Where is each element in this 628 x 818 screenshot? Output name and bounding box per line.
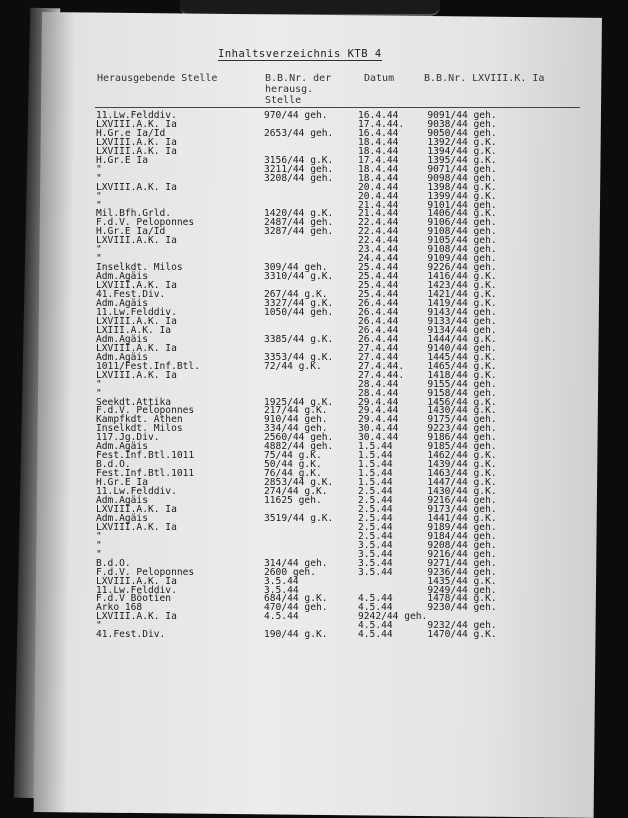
entry-bbnr-own: 9186/44 geh. <box>427 432 497 444</box>
entry-bbnr: 2560/44 geh. <box>264 432 334 444</box>
entry-datum: 9242/44 geh. <box>358 611 428 623</box>
col-header-datum: Datum <box>364 73 395 84</box>
entry-datum: 29.4.44 <box>358 414 399 426</box>
entry-stelle: H.Gr.e Ia/Id <box>96 127 166 139</box>
entry-bbnr: 3287/44 geh. <box>264 226 334 238</box>
entry-bbnr: 2487/44 geh. <box>264 217 334 229</box>
entry-bbnr <box>264 318 358 327</box>
entry-datum: 4.5.44 <box>358 629 393 641</box>
entry-bbnr-own: 9216/44 geh. <box>427 548 497 560</box>
entry-stelle: 41.Fest.Div. <box>96 629 166 641</box>
entry-datum: 16.4.44 <box>358 110 399 121</box>
entry-datum: 4.5.44 <box>358 602 393 614</box>
entry-datum: 22.4.44 <box>358 226 399 238</box>
entry-bbnr-own: 9098/44 geh. <box>427 172 497 184</box>
entry-bbnr-own: 1439/44 g.K. <box>427 459 497 471</box>
entry-datum: 3.5.44 <box>358 539 393 551</box>
entry-datum: 16.4.44 <box>358 127 399 139</box>
entry-datum: 2.5.44 <box>358 503 393 515</box>
entry-bbnr-own: 9105/44 geh. <box>427 235 497 247</box>
entry-bbnr: 4882/44 geh. <box>264 441 334 453</box>
entry-stelle: F.d.V. Peloponnes <box>96 405 195 417</box>
entry-bbnr-own: 1394/44 g.K. <box>427 145 497 157</box>
entry-stelle: H.Gr.E Ia <box>96 154 148 166</box>
entry-bbnr <box>264 381 358 390</box>
entry-datum: 25.4.44 <box>358 262 399 274</box>
entry-bbnr: 11625 geh. <box>264 494 322 506</box>
entry-bbnr: 684/44 g.K. <box>264 593 328 605</box>
entry-bbnr: 75/44 g.K. <box>264 450 322 462</box>
entry-datum: 20.4.44 <box>358 181 399 193</box>
entry-bbnr-own: 9189/44 geh. <box>427 521 497 533</box>
entry-bbnr: 267/44 g.K. <box>264 289 328 301</box>
entry-bbnr-own: 9249/44 geh. <box>427 584 497 596</box>
entry-bbnr-own: 1421/44 g.K. <box>427 289 497 301</box>
entry-bbnr-own: 1456/44 g.K. <box>427 396 497 408</box>
entry-datum: 21.4.44 <box>358 208 399 220</box>
entry-bbnr-own: 1478/44 g.K. <box>427 593 497 605</box>
entry-bbnr-own: 9158/44 geh. <box>427 387 497 399</box>
entry-stelle: LXVIII.A.K. Ia <box>96 521 177 533</box>
entry-bbnr: 910/44 geh. <box>264 414 328 426</box>
entry-stelle: Mil.Bfh.Grld. <box>96 208 172 220</box>
entry-bbnr-own: 9271/44 geh. <box>427 557 497 569</box>
entry-stelle: F.d.V. Peloponnes <box>96 217 195 229</box>
entry-bbnr-own: 1430/44 g.K. <box>427 405 497 417</box>
entry-bbnr-own: 9134/44 geh. <box>427 324 497 336</box>
entry-stelle: F.d.V Böotien <box>96 593 172 605</box>
entry-datum: 26.4.44 <box>358 298 399 310</box>
entry-datum: 3.5.44 <box>358 557 393 569</box>
entry-bbnr-own: 1470/44 g.K. <box>427 629 497 641</box>
entry-bbnr-own: 1399/44 g.K. <box>427 190 497 202</box>
entry-stelle: " <box>96 530 102 542</box>
entry-bbnr-own: 9185/44 geh. <box>427 441 497 453</box>
entry-bbnr: 2600 geh. <box>264 566 316 578</box>
entry-bbnr-own: 9106/44 geh. <box>427 217 497 229</box>
entry-bbnr-own: 1423/44 g.K. <box>427 280 497 292</box>
entry-bbnr: 3519/44 g.K. <box>264 512 334 524</box>
entry-bbnr <box>264 184 358 193</box>
entry-bbnr: 4.5.44 <box>264 611 299 623</box>
entry-bbnr <box>264 542 358 551</box>
entry-bbnr-own: 9108/44 geh. <box>427 244 497 256</box>
entry-stelle: 11.Lw.Felddiv. <box>96 110 177 121</box>
entry-bbnr-own: 1395/44 g.K. <box>427 154 497 166</box>
entry-stelle: Seekdt.Attika <box>96 396 172 408</box>
entry-stelle: LXVIII.A.K. Ia <box>96 342 177 354</box>
entry-bbnr: 314/44 geh. <box>264 557 328 569</box>
entry-datum: 30.4.44 <box>358 423 399 435</box>
header-rule <box>95 107 580 108</box>
entry-stelle: " <box>96 190 102 202</box>
entry-datum <box>358 578 427 587</box>
entry-datum: 26.4.44 <box>358 324 399 336</box>
entry-stelle: LXVIII.A.K. Ia <box>96 181 177 193</box>
entry-stelle: 11.Lw.Felddiv. <box>96 486 177 498</box>
entry-bbnr-own: 1392/44 g.K. <box>427 136 497 148</box>
entry-stelle: 117.Jg.Div. <box>96 432 160 444</box>
entry-datum: 26.4.44 <box>358 306 399 318</box>
entry-bbnr <box>264 533 358 542</box>
entry-stelle: Adm.Agäis <box>96 333 148 345</box>
entry-datum: 21.4.44 <box>358 199 399 211</box>
entry-stelle: Inselkdt. Milos <box>96 423 183 435</box>
entry-bbnr: 190/44 g.K. <box>264 629 328 641</box>
entry-datum: 2.5.44 <box>358 512 393 524</box>
entry-datum: 20.4.44 <box>358 190 399 202</box>
entry-stelle: F.d.V. Peloponnes <box>96 566 195 578</box>
entry-datum: 18.4.44 <box>358 136 399 148</box>
page-title: Inhaltsverzeichnis KTB 4 <box>218 48 382 60</box>
entry-bbnr-own: 1462/44 g.K. <box>427 450 497 462</box>
entry-bbnr-own: 9109/44 geh. <box>427 253 497 265</box>
entry-bbnr-own: 9216/44 geh. <box>427 494 497 506</box>
entry-bbnr-own: 9038/44 geh. <box>427 118 497 130</box>
entry-datum: 22.4.44 <box>358 235 399 247</box>
entry-datum: 26.4.44 <box>358 315 399 327</box>
entry-datum: 2.5.44 <box>358 521 393 533</box>
entry-datum: 18.4.44 <box>358 172 399 184</box>
entry-datum: 30.4.44 <box>358 432 399 444</box>
entry-bbnr-own: 9050/44 geh. <box>427 127 497 139</box>
entry-stelle: " <box>96 172 102 184</box>
entry-bbnr-own: 9133/44 geh. <box>427 315 497 327</box>
entry-stelle: Adm.Agäis <box>96 271 148 283</box>
entry-datum: 18.4.44 <box>358 145 399 157</box>
entry-stelle: Adm.Agäis <box>96 351 148 363</box>
entry-bbnr-own: 1447/44 g.K. <box>427 477 497 489</box>
entry-bbnr <box>264 139 358 148</box>
entry-bbnr: 3208/44 geh. <box>264 172 334 184</box>
entry-bbnr <box>264 372 358 381</box>
entry-stelle: " <box>96 163 102 175</box>
entry-bbnr: 309/44 geh. <box>264 262 328 274</box>
entry-datum: 25.4.44 <box>358 280 399 292</box>
entry-bbnr-own: 9173/44 geh. <box>427 503 497 515</box>
entry-stelle: " <box>96 539 102 551</box>
entry-bbnr-own: 1430/44 g.K. <box>427 486 497 498</box>
entry-bbnr: 274/44 g.K. <box>264 486 328 498</box>
entry-datum: 3.5.44 <box>358 548 393 560</box>
entry-stelle: LXVIII.A.K. Ia <box>96 280 177 292</box>
entry-bbnr: 3211/44 geh. <box>264 163 334 175</box>
entry-datum: 25.4.44 <box>358 289 399 301</box>
entry-stelle: LXVIII.A.K. Ia <box>96 575 177 587</box>
entry-bbnr-own: 9108/44 geh. <box>427 226 497 238</box>
entry-datum: 2.5.44 <box>358 486 393 498</box>
entry-bbnr: 334/44 geh. <box>264 423 328 435</box>
entry-bbnr-own: 9226/44 geh. <box>427 262 497 274</box>
entry-bbnr: 470/44 geh. <box>264 602 328 614</box>
entries-table <box>96 112 557 640</box>
entry-stelle: Adm.Agäis <box>96 441 148 453</box>
entry-stelle: " <box>96 620 102 632</box>
entry-stelle: H.Gr.E Ia/Id <box>96 226 166 238</box>
entry-stelle: LXVIII.A.K. Ia <box>96 611 177 623</box>
entry-bbnr: 3385/44 g.K. <box>264 333 334 345</box>
entry-datum: 27.4.44. <box>358 360 405 372</box>
entry-bbnr-own: 9175/44 geh. <box>427 414 497 426</box>
entry-datum: 28.4.44 <box>358 387 399 399</box>
entry-bbnr-own: 1416/44 g.K. <box>427 271 497 283</box>
entry-datum: 27.4.44. <box>358 369 405 381</box>
entry-bbnr <box>264 193 358 202</box>
entry-stelle: " <box>96 199 102 211</box>
entry-bbnr: 3353/44 g.K. <box>264 351 334 363</box>
entry-stelle: Inselkdt. Milos <box>96 262 183 274</box>
entry-bbnr: 72/44 g.K. <box>264 360 322 372</box>
entry-bbnr-own: 1406/44 g.K. <box>427 208 497 220</box>
entry-bbnr-own: 1441/44 g.K. <box>427 512 497 524</box>
entry-stelle: " <box>96 387 102 399</box>
entry-bbnr <box>264 524 358 533</box>
entry-stelle: LXVIII.A.K. Ia <box>96 136 177 148</box>
entry-bbnr: 3310/44 g.K. <box>264 271 334 283</box>
entry-bbnr: 1050/44 geh. <box>264 306 334 318</box>
entry-bbnr: 3327/44 g.K. <box>264 298 334 310</box>
entry-stelle: Arko 168 <box>96 602 143 614</box>
entry-datum: 17.4.44 <box>358 154 399 166</box>
entry-datum: 29.4.44 <box>358 405 399 417</box>
entry-stelle: 11.Lw.Felddiv. <box>96 306 177 318</box>
entry-bbnr-own: 9184/44 geh. <box>427 530 497 542</box>
entry-stelle: B.d.O. <box>96 459 131 471</box>
entry-bbnr-own: 9091/44 geh. <box>427 110 497 121</box>
entry-stelle: " <box>96 253 102 265</box>
entry-stelle: Adm.Agäis <box>96 298 148 310</box>
entry-stelle: Kampfkdt. Athen <box>96 414 183 426</box>
entry-bbnr-own: 9071/44 geh. <box>427 163 497 175</box>
entry-stelle: H.Gr.E Ia <box>96 477 148 489</box>
entry-bbnr: 1925/44 g.K. <box>264 396 334 408</box>
entry-datum: 2.5.44 <box>358 530 393 542</box>
entry-bbnr: 3.5.44 <box>264 575 299 587</box>
col-header-stelle: Herausgebende Stelle <box>97 73 218 84</box>
entry-bbnr-own: 1463/44 g.K. <box>427 468 497 480</box>
entry-bbnr-own: 9155/44 geh. <box>427 378 497 390</box>
entry-datum: 26.4.44 <box>358 333 399 345</box>
entry-stelle: LXVIII.A.K. Ia <box>96 315 177 327</box>
entry-datum: 18.4.44 <box>358 163 399 175</box>
entry-bbnr-own: 9236/44 geh. <box>427 566 497 578</box>
entry-stelle: Adm.Agäis <box>96 512 148 524</box>
entry-bbnr-own: 1465/44 g.K. <box>427 360 497 372</box>
entry-stelle: Fest.Inf.Btl.1011 <box>96 468 195 480</box>
col-header-bbnr-own: B.B.Nr. LXVIII.K. Ia <box>424 73 545 84</box>
entry-stelle: LXIII.A.K. Ia <box>96 324 172 336</box>
entry-bbnr: 970/44 geh. <box>264 110 328 121</box>
col-header-bbnr: B.B.Nr. der herausg. Stelle <box>265 73 332 106</box>
entry-bbnr: 1420/44 g.K. <box>264 208 334 220</box>
entry-bbnr-own: 9223/44 geh. <box>427 423 497 435</box>
entry-datum: 4.5.44 <box>358 593 393 605</box>
entry-stelle: " <box>96 548 102 560</box>
entry-stelle: LXVIII.A.K. Ia <box>96 118 177 130</box>
entry-bbnr-own: 1435/44 g.K. <box>427 575 497 587</box>
entry-datum: 1.5.44 <box>358 468 393 480</box>
entry-stelle: B.d.O. <box>96 557 131 569</box>
entry-datum: 27.4.44 <box>358 342 399 354</box>
entry-datum: 27.4.44 <box>358 351 399 363</box>
entry-stelle: Adm.Agäis <box>96 494 148 506</box>
entry-stelle: LXVIII.A.K. Ia <box>96 145 177 157</box>
entry-stelle: " <box>96 378 102 390</box>
entry-datum: 28.4.44 <box>358 378 399 390</box>
entry-stelle: LXVIII.A.K. Ia <box>96 369 177 381</box>
entry-bbnr: 3156/44 g.K. <box>264 154 334 166</box>
entry-bbnr: 2653/44 geh. <box>264 127 334 139</box>
entry-stelle: LXVIII.A.K. Ia <box>96 503 177 515</box>
entry-stelle: " <box>96 244 102 256</box>
entry-datum: 29.4.44 <box>358 396 399 408</box>
entry-bbnr-own: 9101/44 geh. <box>427 199 497 211</box>
entry-datum: 3.5.44 <box>358 566 393 578</box>
entry-datum: 1.5.44 <box>358 450 393 462</box>
entry-datum: 25.4.44 <box>358 271 399 283</box>
entry-bbnr-own: 9143/44 geh. <box>427 306 497 318</box>
entry-bbnr-own: 9140/44 geh. <box>427 342 497 354</box>
entry-bbnr: 76/44 g.K. <box>264 468 322 480</box>
entry-bbnr-own: 1445/44 g.K. <box>427 351 497 363</box>
entry-stelle: LXVIII.A.K. Ia <box>96 235 177 247</box>
table-row <box>96 631 557 640</box>
entry-bbnr <box>264 237 358 246</box>
entry-bbnr-own: 1398/44 g.K. <box>427 181 497 193</box>
entry-datum: 22.4.44 <box>358 217 399 229</box>
entry-bbnr-own: 9208/44 geh. <box>427 539 497 551</box>
entry-stelle: 41.Fest.Div. <box>96 289 166 301</box>
entry-datum: 4.5.44 <box>358 620 393 632</box>
entry-datum: 24.4.44 <box>358 253 399 265</box>
entry-datum: 2.5.44 <box>358 494 393 506</box>
entry-stelle: 1011/Fest.Inf.Btl. <box>96 360 200 372</box>
entry-bbnr-own: 9232/44 geh. <box>427 620 497 632</box>
entry-stelle: Fest.Inf.Btl.1011 <box>96 450 195 462</box>
entry-stelle: 11.Lw.Felddiv. <box>96 584 177 596</box>
entry-datum: 1.5.44 <box>358 441 393 453</box>
entry-datum: 1.5.44 <box>358 459 393 471</box>
entry-bbnr: 217/44 g.K. <box>264 405 328 417</box>
entry-datum: 1.5.44 <box>358 477 393 489</box>
entry-bbnr-own: 1418/44 g.K. <box>427 369 497 381</box>
entry-datum: 17.4.44. <box>358 118 405 130</box>
entry-bbnr-own: 1444/44 g.K. <box>427 333 497 345</box>
entry-bbnr-own: 9230/44 geh. <box>427 602 497 614</box>
entry-datum: 23.4.44 <box>358 244 399 256</box>
entry-bbnr <box>264 246 358 255</box>
entry-bbnr: 50/44 g.K. <box>264 459 322 471</box>
entry-bbnr-own: 1419/44 g.K. <box>427 298 497 310</box>
entry-bbnr: 2853/44 g.K. <box>264 477 334 489</box>
entry-bbnr: 3.5.44 <box>264 584 299 596</box>
